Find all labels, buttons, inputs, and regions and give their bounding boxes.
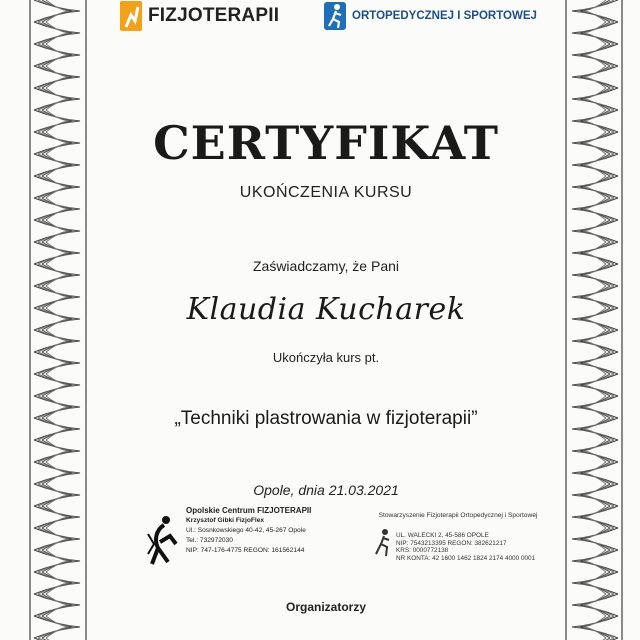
recipient-name: Klaudia Kucharek [186, 292, 466, 327]
certificate-subtitle: UKOŃCZENIA KURSU [239, 184, 413, 201]
stamp-opolskie-centrum [146, 506, 346, 570]
logo-left-text: FIZJOTERAPII [148, 5, 280, 26]
physio-figure-icon [146, 514, 180, 566]
course-title: „Techniki plastrowania w fizjoterapii” [174, 408, 478, 429]
stamp-stowarzyszenie [368, 512, 548, 572]
stamp-left-line: Ul.: Sosnkowskiego 40-42, 45-267 Opole [186, 527, 306, 534]
stamp-right-text [396, 532, 548, 562]
logo-stowarzyszenie [324, 0, 537, 32]
fizjoterapii-logo-icon [120, 1, 142, 31]
logo-fizjoterapii [120, 0, 279, 32]
certificate-title: CERTYFIKAT [153, 116, 499, 170]
logo-right-text: ORTOPEDYCZNEJ I SPORTOWEJ [352, 10, 537, 22]
stamp-left-line: Krzysztof Gibki FizjoFlex [186, 517, 265, 524]
stamp-left-line: NIP: 747-176-4775 REGON: 161562144 [186, 547, 305, 554]
runner-logo-icon [324, 2, 346, 30]
right-decorative-border [562, 0, 624, 640]
stamp-right-header: Stowarzyszenie Fizjoterapii Ortopedycznej i Sportowej [378, 512, 538, 519]
organizers-label: Organizatorzy [285, 600, 366, 614]
runner-stamp-icon [372, 528, 394, 558]
stamp-right-line: NIP: 7543213395 REGON: 382621217 [396, 539, 507, 547]
place-and-date: Opole, dnia 21.03.2021 [253, 482, 399, 498]
stamp-right-line: KRS: 0000772138 [396, 547, 449, 555]
stamp-right-line: UL. WALECKI 2, 45-586 OPOLE [396, 532, 489, 539]
certify-text: Zaświadczamy, że Pani [252, 258, 399, 274]
stamp-left-text [186, 506, 346, 556]
left-decorative-border [28, 0, 90, 640]
certificate-content [96, 0, 556, 640]
stamp-left-line: Tel.: 732972030 [186, 537, 233, 544]
stamp-left-line: Opolskie Centrum FIZJOTERAPII [186, 506, 312, 515]
stamp-right-line: NR KONTA: 42 1600 1462 1824 2174 4000 0001 [396, 554, 536, 562]
completed-text: Ukończyła kurs pt. [272, 350, 380, 365]
